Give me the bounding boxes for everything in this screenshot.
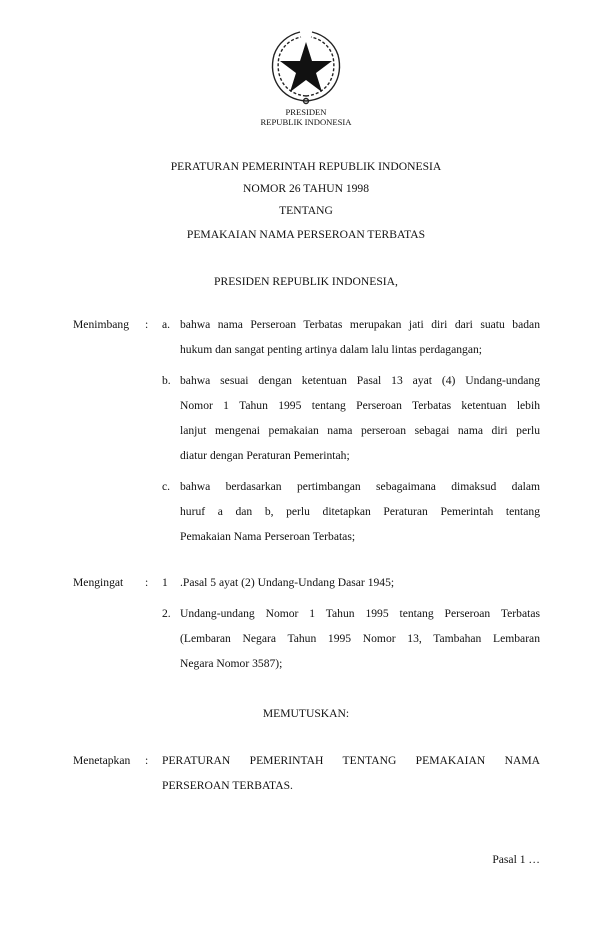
item-marker: c.	[162, 480, 171, 493]
header-line2: REPUBLIK INDONESIA	[260, 117, 352, 127]
item-line: bahwa berdasarkan pertimbangan sebagaimana dimaksud dalam	[180, 480, 540, 493]
presidential-seal-icon	[266, 27, 346, 107]
menetapkan-line: PERATURAN PEMERINTAH TENTANG PEMAKAIAN NAMA	[162, 754, 540, 767]
menetapkan-line: PERSEROAN TERBATAS.	[162, 779, 293, 792]
menimbang-colon: :	[145, 318, 149, 331]
item-line: (Lembaran Negara Tahun 1995 Nomor 13, Tambahan Lembaran	[180, 632, 540, 645]
header-line1: PRESIDEN	[285, 107, 327, 117]
title-line3: TENTANG	[279, 204, 333, 217]
menetapkan-colon: :	[145, 754, 149, 767]
item-marker: b.	[162, 374, 171, 387]
menimbang-label: Menimbang	[73, 318, 130, 331]
mengingat-colon: :	[145, 576, 149, 589]
item-line: Negara Nomor 3587);	[180, 657, 283, 670]
title-line1: PERATURAN PEMERINTAH REPUBLIK INDONESIA	[170, 160, 442, 173]
item-line: Pemakaian Nama Perseroan Terbatas;	[180, 530, 356, 543]
next-page-marker: Pasal 1 …	[492, 853, 540, 866]
item-line: Nomor 1 Tahun 1995 tentang Perseroan Terbatas ketentuan lebih	[180, 399, 540, 412]
item-line: bahwa sesuai dengan ketentuan Pasal 13 ayat (4) Undang-undang	[180, 374, 540, 387]
item-line: huruf a dan b, perlu ditetapkan Peraturan Pemerintah tentang	[180, 505, 540, 518]
item-marker: a.	[162, 318, 171, 331]
menetapkan-label: Menetapkan	[73, 754, 131, 767]
item-line: bahwa nama Perseroan Terbatas merupakan jati diri dari suatu badan	[180, 318, 540, 331]
item-line: diatur dengan Peraturan Pemerintah;	[180, 449, 350, 462]
mengingat-label: Mengingat	[73, 576, 124, 589]
memutuskan-heading: MEMUTUSKAN:	[262, 707, 350, 720]
title-line2: NOMOR 26 TAHUN 1998	[242, 182, 370, 195]
title-line4: PEMAKAIAN NAMA PERSEROAN TERBATAS	[186, 228, 426, 241]
item-line: lanjut mengenai pemakaian nama perseroan sebagai nama diri perlu	[180, 424, 540, 437]
item-line: hukum dan sangat penting artinya dalam lalu lintas perdagangan;	[180, 343, 482, 356]
preamble: PRESIDEN REPUBLIK INDONESIA,	[214, 275, 398, 288]
item-marker: 2.	[162, 607, 171, 620]
item-line: .Pasal 5 ayat (2) Undang-Undang Dasar 1945;	[180, 576, 395, 589]
item-line: Undang-undang Nomor 1 Tahun 1995 tentang Perseroan Terbatas	[180, 607, 540, 620]
item-marker: 1	[162, 576, 168, 589]
